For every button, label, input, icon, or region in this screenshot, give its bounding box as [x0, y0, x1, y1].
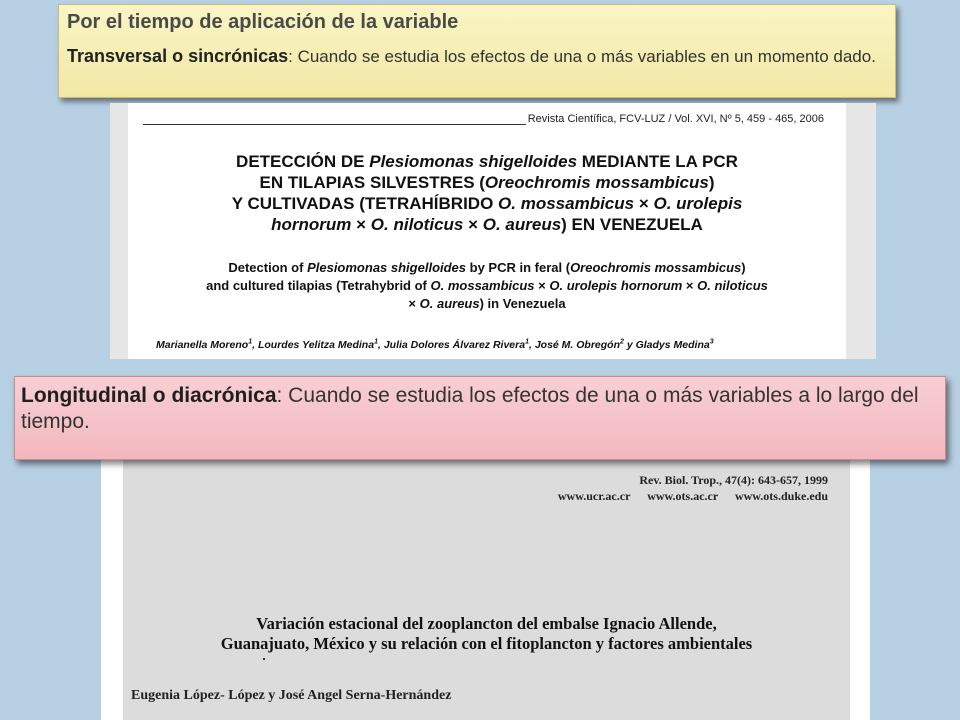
transversal-text: : Cuando se estudia los efectos de una o más variables en un momento dado.: [288, 47, 876, 66]
paper-1-journal: Revista Científica, FCV-LUZ / Vol. XVI, Nº 5, 459 - 465, 2006: [527, 113, 824, 125]
yellow-callout: [58, 4, 896, 98]
speck: [263, 658, 265, 660]
longitudinal-text: : Cuando se estudia los efectos de una o más variables a lo largo del tiempo.: [21, 384, 919, 433]
pink-callout: [14, 376, 946, 460]
paper-2-journal: Rev. Biol. Trop., 47(4): 643-657, 1999: [639, 473, 828, 487]
transversal-term: Transversal o sincrónicas: [67, 46, 289, 66]
transversal-definition: [67, 46, 887, 67]
paper-2-title: Variación estacional del zooplancton del embalse Ignacio Allende, Guanajuato, México y su relación con el fitoplancton y factores ambientales: [220, 614, 753, 653]
paper-2-image: [101, 460, 870, 720]
paper-1-authors: [156, 338, 714, 351]
header-rule: [143, 115, 526, 125]
paper-1-title-es: DETECCIÓN DE Plesiomonas shigelloides MEDIANTE LA PCR EN TILAPIAS SILVESTRES (Oreochromis mossambicus) Y CULTIVADAS (TETRAHÍBRIDO O. mossambicus × O. urolepis hornorum × O. niloticus × O. aureus) EN VENEZUELA: [231, 152, 743, 234]
author: Gladys Medina$^3$: [635, 338, 714, 351]
longitudinal-term: Longitudinal o diacrónica: [21, 384, 277, 407]
paper-2-links: [544, 488, 828, 504]
paper-2-header: [544, 472, 828, 504]
section-title: Por el tiempo de aplicación de la variable: [67, 11, 459, 33]
author: Marianella Moreno$^1$,: [156, 338, 258, 351]
link-ots: www.ots.ac.cr: [647, 489, 718, 503]
author: Lourdes Yelitza Medina$^1$,: [257, 338, 384, 351]
paper-1-title-en: Detection of Plesiomonas shigelloides by PCR in feral (Oreochromis mossambicus) and cultured tilapias (Tetrahybrid of O. mossambicus × O. urolepis hornorum × O. niloticus × O. aureus) in Venezuela: [206, 260, 768, 311]
paper-1-image: [110, 103, 876, 359]
link-ots-duke: www.ots.duke.edu: [734, 489, 828, 503]
paper-1-header: [143, 113, 824, 125]
paper-2-authors: Eugenia López- López y José Angel Serna-Hernández: [131, 688, 452, 703]
author: José M. Obregón$^2$ y: [534, 338, 636, 351]
author: Julia Dolores Álvarez Rivera$^1$,: [383, 338, 535, 351]
link-ucr: www.ucr.ac.cr: [557, 489, 631, 503]
